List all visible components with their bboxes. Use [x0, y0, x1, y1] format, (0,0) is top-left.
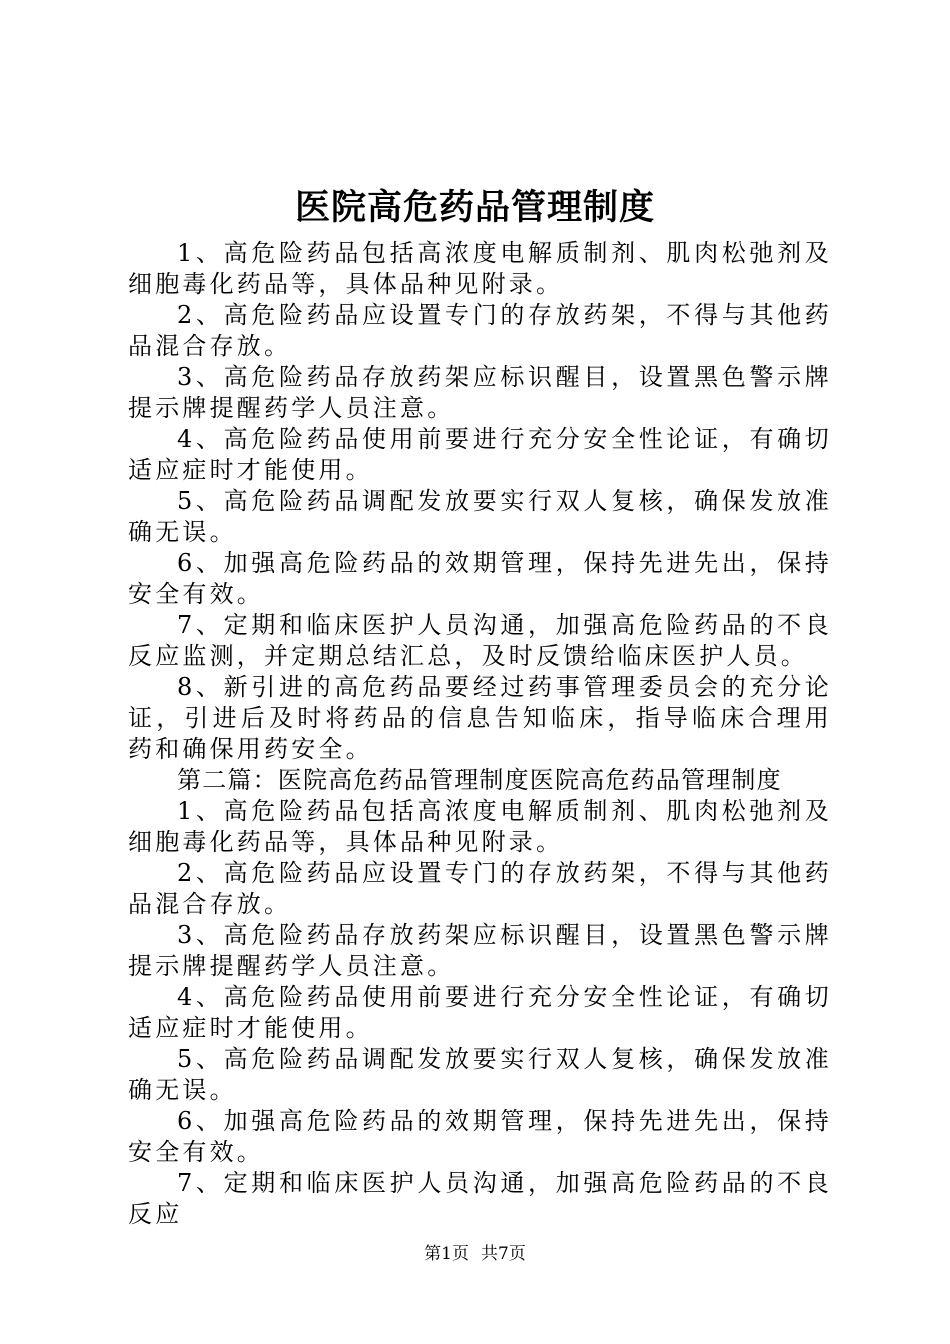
paragraph: 3、高危险药品存放药架应标识醒目，设置黑色警示牌提示牌提醒药学人员注意。 [128, 363, 832, 422]
paragraph: 5、高危险药品调配发放要实行双人复核，确保发放准确无误。 [128, 1045, 832, 1104]
paragraph: 1、高危险药品包括高浓度电解质制剂、肌肉松弛剂及细胞毒化药品等，具体品种见附录。 [128, 797, 832, 856]
paragraph: 6、加强高危险药品的效期管理，保持先进先出，保持安全有效。 [128, 1107, 832, 1166]
paragraph: 7、定期和临床医护人员沟通，加强高危险药品的不良反应监测，并定期总结汇总，及时反馈给临床医护人员。 [128, 611, 832, 670]
paragraph: 6、加强高危险药品的效期管理，保持先进先出，保持安全有效。 [128, 549, 832, 608]
page-number: 第1页 [424, 1244, 469, 1264]
paragraph: 1、高危险药品包括高浓度电解质制剂、肌肉松弛剂及细胞毒化药品等，具体品种见附录。 [128, 239, 832, 298]
paragraph: 3、高危险药品存放药架应标识醒目，设置黑色警示牌提示牌提醒药学人员注意。 [128, 921, 832, 980]
paragraph: 2、高危险药品应设置专门的存放药架，不得与其他药品混合存放。 [128, 859, 832, 918]
paragraph: 5、高危险药品调配发放要实行双人复核，确保发放准确无误。 [128, 487, 832, 546]
paragraph: 4、高危险药品使用前要进行充分安全性论证，有确切适应症时才能使用。 [128, 983, 832, 1042]
section-heading: 第二篇：医院高危药品管理制度医院高危药品管理制度 [177, 766, 782, 794]
paragraph: 4、高危险药品使用前要进行充分安全性论证，有确切适应症时才能使用。 [128, 425, 832, 484]
document-body [128, 238, 832, 1230]
document-title: 医院高危药品管理制度 [294, 187, 655, 228]
paragraph: 8、新引进的高危药品要经过药事管理委员会的充分论证，引进后及时将药品的信息告知临床，指导临床合理用药和确保用药安全。 [128, 673, 832, 763]
paragraph: 2、高危险药品应设置专门的存放药架，不得与其他药品混合存放。 [128, 301, 832, 360]
page-total: 共7页 [481, 1244, 526, 1264]
page-footer [0, 1242, 950, 1266]
paragraph: 7、定期和临床医护人员沟通，加强高危险药品的不良反应 [128, 1169, 832, 1228]
